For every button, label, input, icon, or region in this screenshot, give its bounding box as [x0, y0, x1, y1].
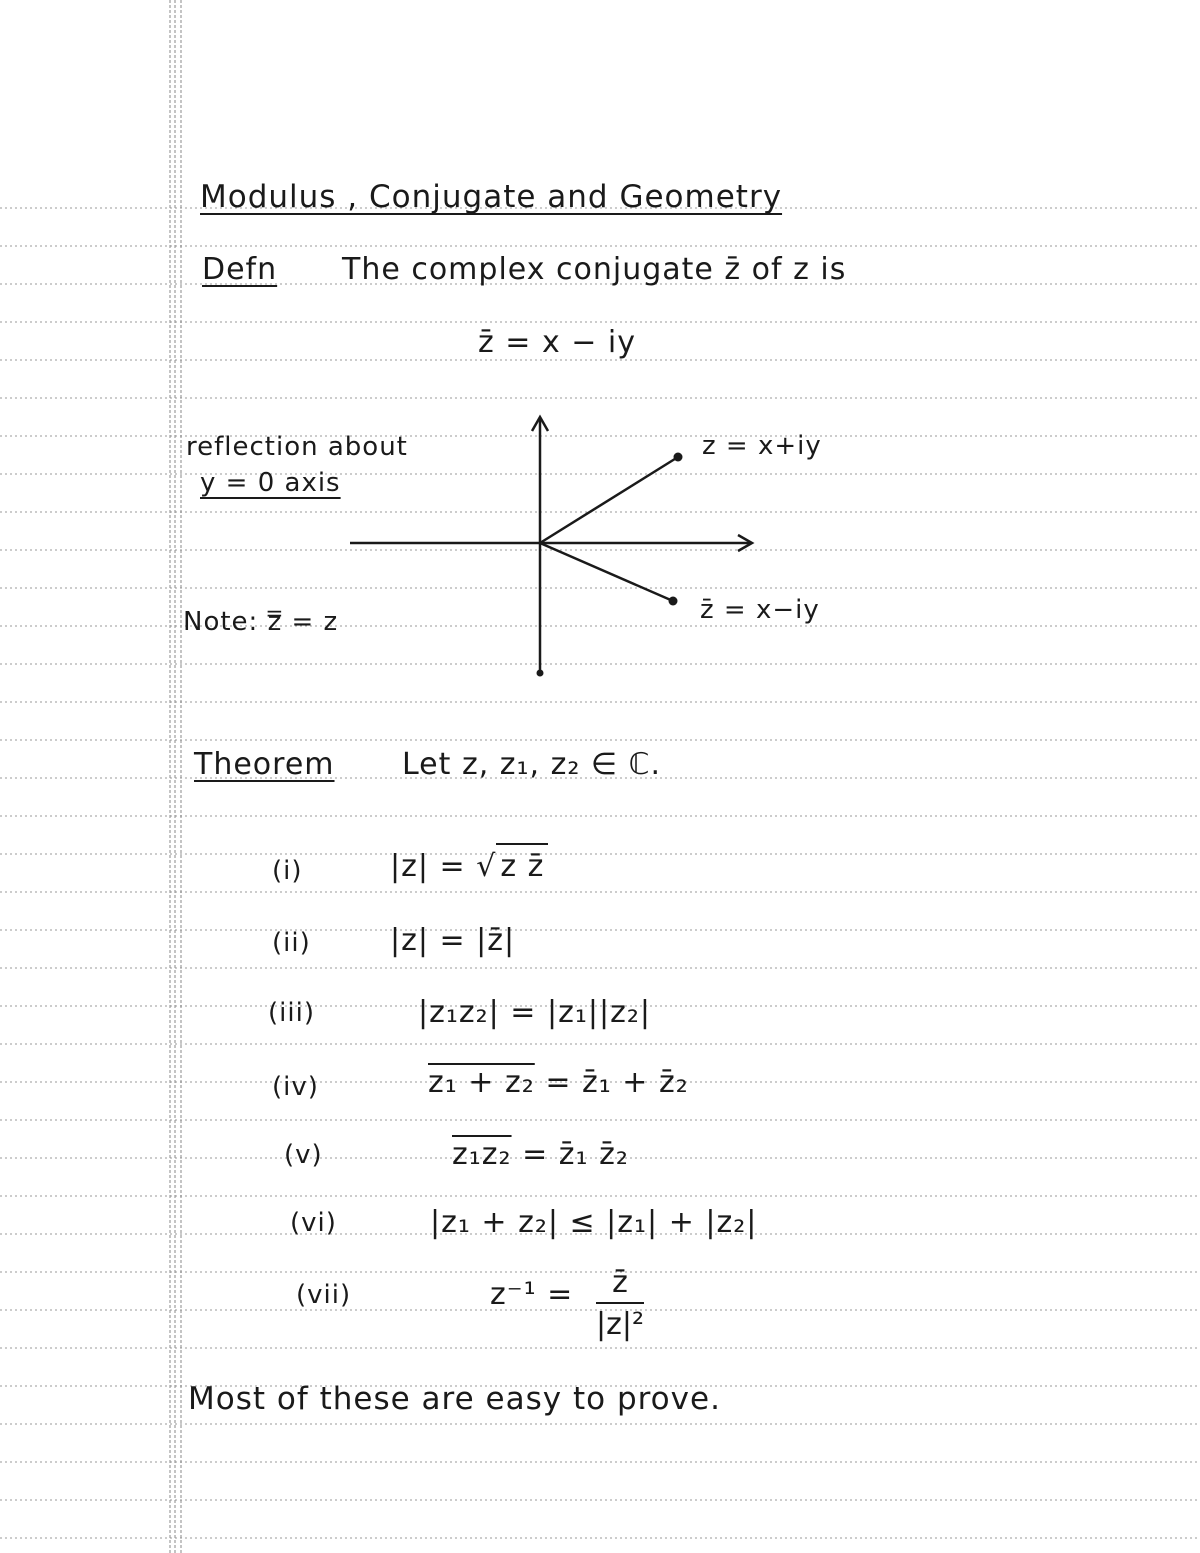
- formula-ii: |z| = |z̄|: [390, 923, 516, 958]
- item-label-vi: (vi): [290, 1208, 337, 1238]
- reflection-note-line2: y = 0 axis: [200, 468, 341, 498]
- point-z-label: z = x+iy: [702, 431, 822, 461]
- formula-i-lhs: |z| =: [390, 849, 466, 884]
- formula-v-rhs: = z̄₁ z̄₂: [522, 1137, 629, 1172]
- definition-text: The complex conjugate z̄ of z is: [342, 252, 847, 287]
- formula-vii-denominator: |z|²: [596, 1307, 644, 1342]
- formula-vii-numerator: z̄: [596, 1268, 644, 1304]
- item-label-i: (i): [272, 856, 303, 886]
- double-conjugate-note: Note: z̿ = z: [183, 607, 339, 637]
- item-label-iv: (iv): [272, 1072, 319, 1102]
- item-label-ii: (ii): [272, 928, 311, 958]
- formula-vi: |z₁ + z₂| ≤ |z₁| + |z₂|: [430, 1205, 758, 1240]
- formula-vii-lhs: z⁻¹ =: [490, 1277, 574, 1312]
- square-root-sign: √: [476, 849, 497, 884]
- vector-z-conjugate: [540, 543, 673, 601]
- formula-vii-fraction: [596, 1265, 644, 1342]
- page-title: Modulus , Conjugate and Geometry: [200, 179, 783, 215]
- theorem-label: Theorem: [194, 747, 335, 782]
- formula-iv: [428, 1065, 689, 1100]
- item-label-iii: (iii): [268, 998, 315, 1028]
- theorem-intro: Let z, z₁, z₂ ∈ ℂ.: [402, 747, 662, 782]
- formula-iv-rhs: = z̄₁ + z̄₂: [545, 1065, 689, 1100]
- formula-i-radicand: z z̄: [496, 843, 548, 884]
- formula-i: [390, 849, 548, 884]
- definition-formula: z̄ = x − iy: [478, 325, 637, 360]
- imaginary-axis-end-dot: [537, 670, 544, 677]
- item-label-vii: (vii): [296, 1280, 352, 1310]
- formula-iv-lhs: z₁ + z₂: [428, 1065, 535, 1100]
- formula-v: [452, 1137, 629, 1172]
- reflection-note-line1: reflection about: [186, 432, 408, 462]
- closing-remark: Most of these are easy to prove.: [188, 1381, 721, 1417]
- vector-z: [540, 457, 678, 543]
- point-z-conjugate-label: z̄ = x−iy: [700, 595, 820, 625]
- point-z-conjugate: [669, 597, 678, 606]
- formula-iii: |z₁z₂| = |z₁||z₂|: [418, 995, 651, 1030]
- point-z: [674, 453, 683, 462]
- definition-label: Defn: [202, 252, 278, 287]
- item-label-v: (v): [284, 1140, 323, 1170]
- formula-v-lhs: z₁z₂: [452, 1137, 512, 1172]
